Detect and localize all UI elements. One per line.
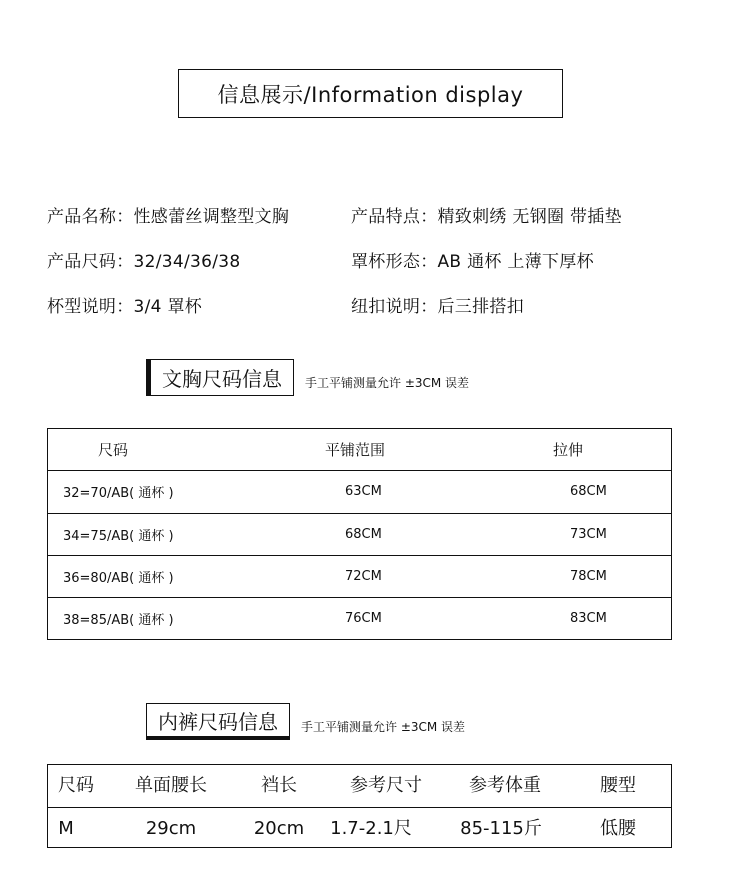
pants-section-title: 内裤尺码信息 bbox=[146, 703, 290, 740]
table-row bbox=[48, 597, 671, 639]
table-cell: 68CM bbox=[570, 484, 607, 499]
column-header: 腰型 bbox=[600, 775, 636, 796]
table-cell: 32=70/AB( 通杯 ) bbox=[63, 486, 174, 501]
column-header: 单面腰长 bbox=[135, 775, 207, 796]
table-cell: 20cm bbox=[253, 818, 305, 839]
table-cell: 34=75/AB( 通杯 ) bbox=[63, 529, 174, 544]
table-cell: 1.7-2.1尺 bbox=[330, 818, 412, 839]
column-header: 平铺范围 bbox=[325, 441, 386, 459]
bra-measurement-note: 手工平铺测量允许 ±3CM 误差 bbox=[305, 376, 470, 390]
spec-cup-type: 杯型说明：3/4 罩杯 bbox=[47, 297, 203, 317]
spec-product-name: 产品名称：性感蕾丝调整型文胸 bbox=[47, 207, 290, 227]
spec-cup-shape: 罩杯形态：AB 通杯 上薄下厚杯 bbox=[351, 252, 594, 272]
table-cell: 36=80/AB( 通杯 ) bbox=[63, 571, 174, 586]
spec-product-feature: 产品特点：精致刺绣 无钢圈 带插垫 bbox=[351, 207, 622, 227]
table-cell: M bbox=[58, 818, 74, 839]
bra-size-table bbox=[47, 428, 672, 640]
table-cell: 76CM bbox=[345, 611, 382, 626]
bra-section-header bbox=[146, 359, 469, 396]
table-cell: 68CM bbox=[345, 527, 382, 542]
pants-size-table bbox=[47, 764, 672, 848]
table-cell: 29cm bbox=[145, 818, 197, 839]
column-header: 尺码 bbox=[98, 441, 129, 459]
bra-section-title: 文胸尺码信息 bbox=[146, 359, 294, 396]
pants-measurement-note: 手工平铺测量允许 ±3CM 误差 bbox=[301, 720, 466, 734]
table-header-row bbox=[48, 765, 671, 806]
spec-closure: 纽扣说明：后三排搭扣 bbox=[351, 297, 524, 317]
table-row bbox=[48, 555, 671, 597]
table-cell: 38=85/AB( 通杯 ) bbox=[63, 613, 174, 628]
column-header: 尺码 bbox=[58, 775, 94, 796]
pants-section-header bbox=[146, 703, 465, 740]
table-cell: 83CM bbox=[570, 611, 607, 626]
table-row bbox=[48, 807, 671, 849]
column-header: 拉伸 bbox=[553, 441, 584, 459]
table-row bbox=[48, 513, 671, 555]
table-row bbox=[48, 470, 671, 512]
spec-product-size: 产品尺码：32/34/36/38 bbox=[47, 252, 241, 272]
table-cell: 73CM bbox=[570, 527, 607, 542]
column-header: 参考尺寸 bbox=[350, 775, 422, 796]
column-header: 裆长 bbox=[261, 775, 297, 796]
table-cell: 85-115斤 bbox=[460, 818, 542, 839]
table-cell: 78CM bbox=[570, 569, 607, 584]
column-header: 参考体重 bbox=[469, 775, 541, 796]
table-cell: 低腰 bbox=[600, 818, 636, 839]
page-title: 信息展示/Information display bbox=[178, 69, 563, 118]
table-header-row bbox=[48, 429, 671, 470]
table-cell: 63CM bbox=[345, 484, 382, 499]
table-cell: 72CM bbox=[345, 569, 382, 584]
